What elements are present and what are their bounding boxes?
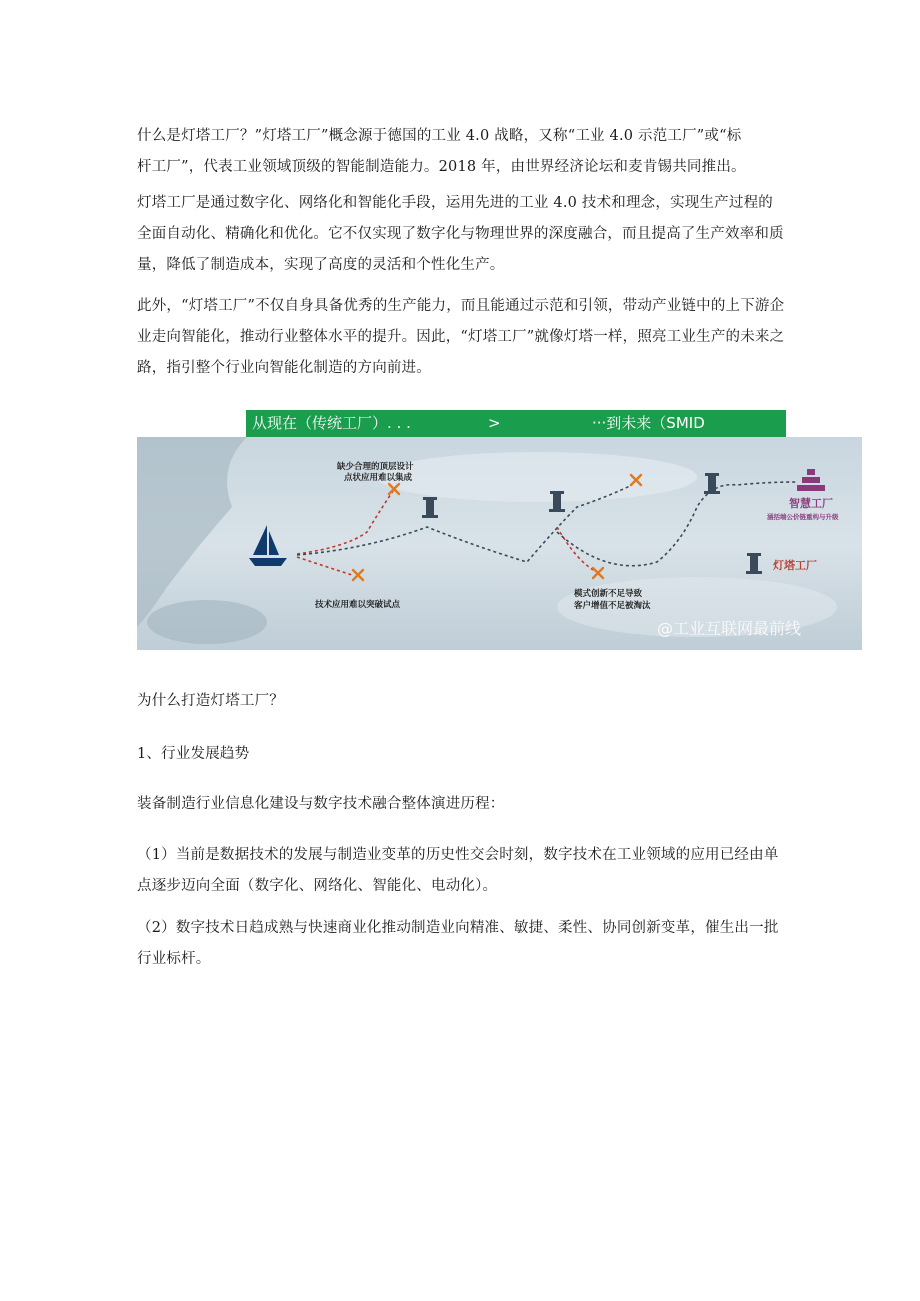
evolution-intro: 装备制造行业信息化建设与数字技术融合整体演进历程： bbox=[137, 796, 505, 812]
label-smart-factory: 智慧工厂 bbox=[789, 497, 833, 510]
banner-right-text: ···到未来（SMID bbox=[592, 414, 705, 432]
label-bottom-left: 技术应用难以突破试点 bbox=[315, 600, 401, 610]
evolution-item-2: （2）数字技术日趋成熟与快速商业化推动制造业向精准、敏捷、柔性、协同创新变革，催生出一批行业标杆。 bbox=[137, 920, 779, 967]
evolution-item-1: （1）当前是数据技术的发展与制造业变革的历史性交会时刻，数字技术在工业领域的应用已经由单点逐步迈向全面（数字化、网络化、智能化、电动化）。 bbox=[137, 847, 779, 894]
roadmap-illustration bbox=[137, 437, 862, 650]
label-smart-factory-sub: 涵括端公价链重构与升级 bbox=[767, 513, 839, 521]
wave-highlight bbox=[377, 452, 697, 502]
trend-heading: 1、行业发展趋势 bbox=[137, 746, 250, 762]
label-lighthouse-factory: 灯塔工厂 bbox=[773, 559, 817, 572]
definition-paragraph: 灯塔工厂是通过数字化、网络化和智能化手段，运用先进的工业 4.0 技术和理念，实现生产过程的全面自动化、精确化和优化。它不仅实现了数字化与物理世界的深度融合，而且提高了生产效率和质量，降低了制造成本，实现了高度的灵活和个性化生产。 bbox=[137, 195, 784, 273]
intro-paragraph bbox=[137, 121, 785, 183]
roadmap-figure bbox=[137, 437, 862, 650]
watermark-text: @工业互联网最前线 bbox=[657, 619, 802, 638]
banner-arrow: > bbox=[488, 414, 501, 432]
figure-banner bbox=[246, 410, 786, 437]
rock-foreground bbox=[147, 600, 267, 644]
label-top-line-1: 缺少合理的顶层设计 bbox=[337, 462, 414, 472]
intro-line-1: 什么是灯塔工厂？”灯塔工厂”概念源于德国的工业 4.0 战略，又称“工业 4.0 示范工厂”或“标 bbox=[137, 128, 742, 144]
why-heading: 为什么打造灯塔工厂？ bbox=[137, 693, 284, 709]
label-bottom-mid-line-2: 客户增值不足被淘汰 bbox=[574, 601, 651, 611]
intro-line-2: 杆工厂”，代表工业领域顶级的智能制造能力。2018 年，由世界经济论坛和麦肯锡共同推出。 bbox=[137, 159, 746, 175]
influence-paragraph: 此外，“灯塔工厂”不仅自身具备优秀的生产能力，而且能通过示范和引领，带动产业链中的上下游企业走向智能化，推动行业整体水平的提升。因此，“灯塔工厂”就像灯塔一样，照亮工业生产的未来之路，指引整个行业向智能化制造的方向前进。 bbox=[137, 298, 785, 376]
label-top-line-2: 点状应用难以集成 bbox=[344, 473, 413, 483]
label-bottom-mid-line-1: 模式创新不足导致 bbox=[574, 589, 643, 599]
banner-left-text: 从现在（传统工厂）. . . bbox=[252, 414, 411, 432]
